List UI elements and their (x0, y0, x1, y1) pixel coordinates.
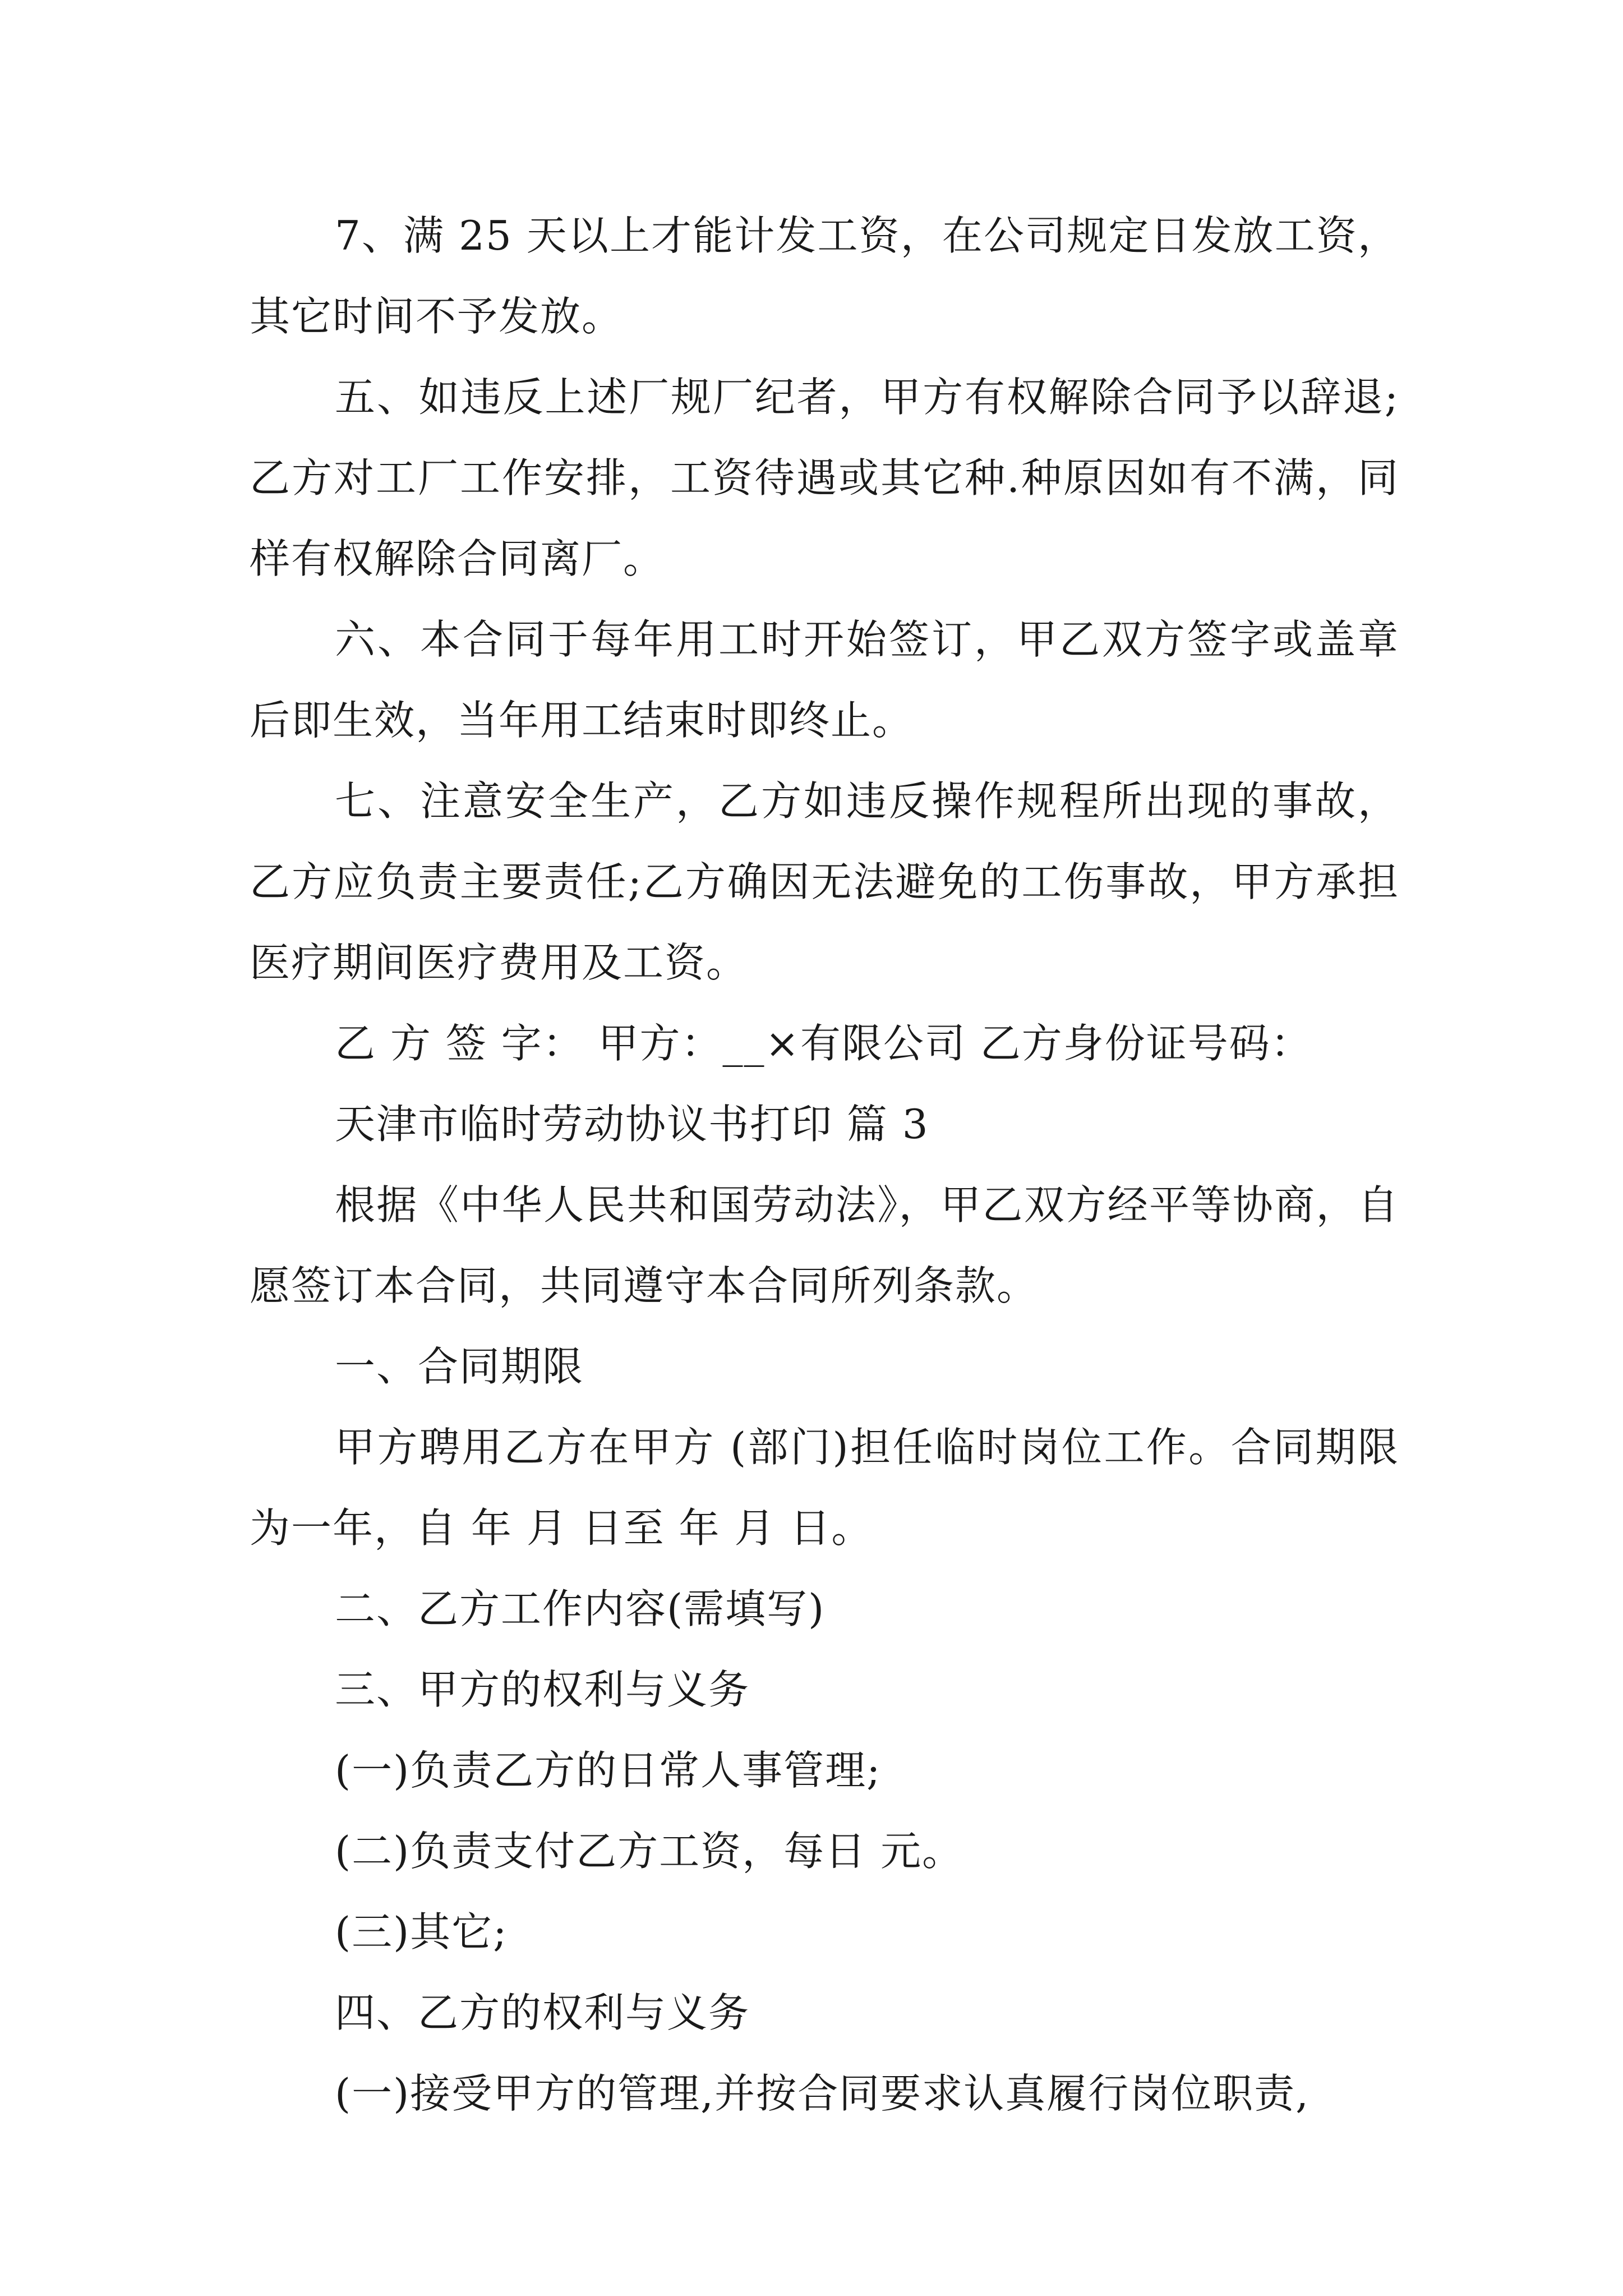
heading-party-b-rights: 四、乙方的权利与义务 (335, 1989, 750, 2036)
paragraph-section-5: 五、如违反上述厂规厂纪者，甲方有权解除合同予以辞退;乙方对工厂工作安排，工资待遇或其它种.种原因如有不满，同样有权解除合同离厂。 (250, 374, 1399, 582)
document-body (250, 195, 1399, 2134)
heading-party-a-rights: 三、甲方的权利与义务 (335, 1666, 750, 1713)
list-item-b1: (一)接受甲方的管理,并按合同要求认真履行岗位职责, (335, 2070, 1310, 2117)
paragraph-contract-term: 甲方聘用乙方在甲方 (部门)担任临时岗位工作。合同期限为一年，自 年 月 日至 年 月 日。 (250, 1424, 1399, 1552)
list-item-a2: (二)负责支付乙方工资，每日 元。 (335, 1828, 964, 1875)
paragraph-section-7: 七、注意安全生产，乙方如违反操作规程所出现的事故，乙方应负责主要责任;乙方确因无法避免的工伤事故，甲方承担医疗期间医疗费用及工资。 (250, 777, 1399, 986)
heading-work-content: 二、乙方工作内容(需填写) (335, 1585, 826, 1632)
list-item-a1: (一)负责乙方的日常人事管理; (335, 1747, 882, 1794)
signature-line: 乙 方 签 字： 甲方：__×有限公司 乙方身份证号码： (335, 1020, 1312, 1067)
list-item-a3: (三)其它; (335, 1908, 508, 1955)
paragraph-preamble: 根据《中华人民共和国劳动法》，甲乙双方经平等协商，自愿签订本合同，共同遵守本合同所列条款。 (250, 1181, 1399, 1309)
document-heading: 天津市临时劳动协议书打印 篇 3 (335, 1101, 929, 1148)
paragraph-section-6: 六、本合同于每年用工时开始签订，甲乙双方签字或盖章后即生效，当年用工结束时即终止。 (250, 616, 1399, 744)
paragraph-salary-rule: 7、满 25 天以上才能计发工资，在公司规定日发放工资，其它时间不予发放。 (250, 212, 1399, 340)
heading-contract-term: 一、合同期限 (335, 1343, 584, 1390)
